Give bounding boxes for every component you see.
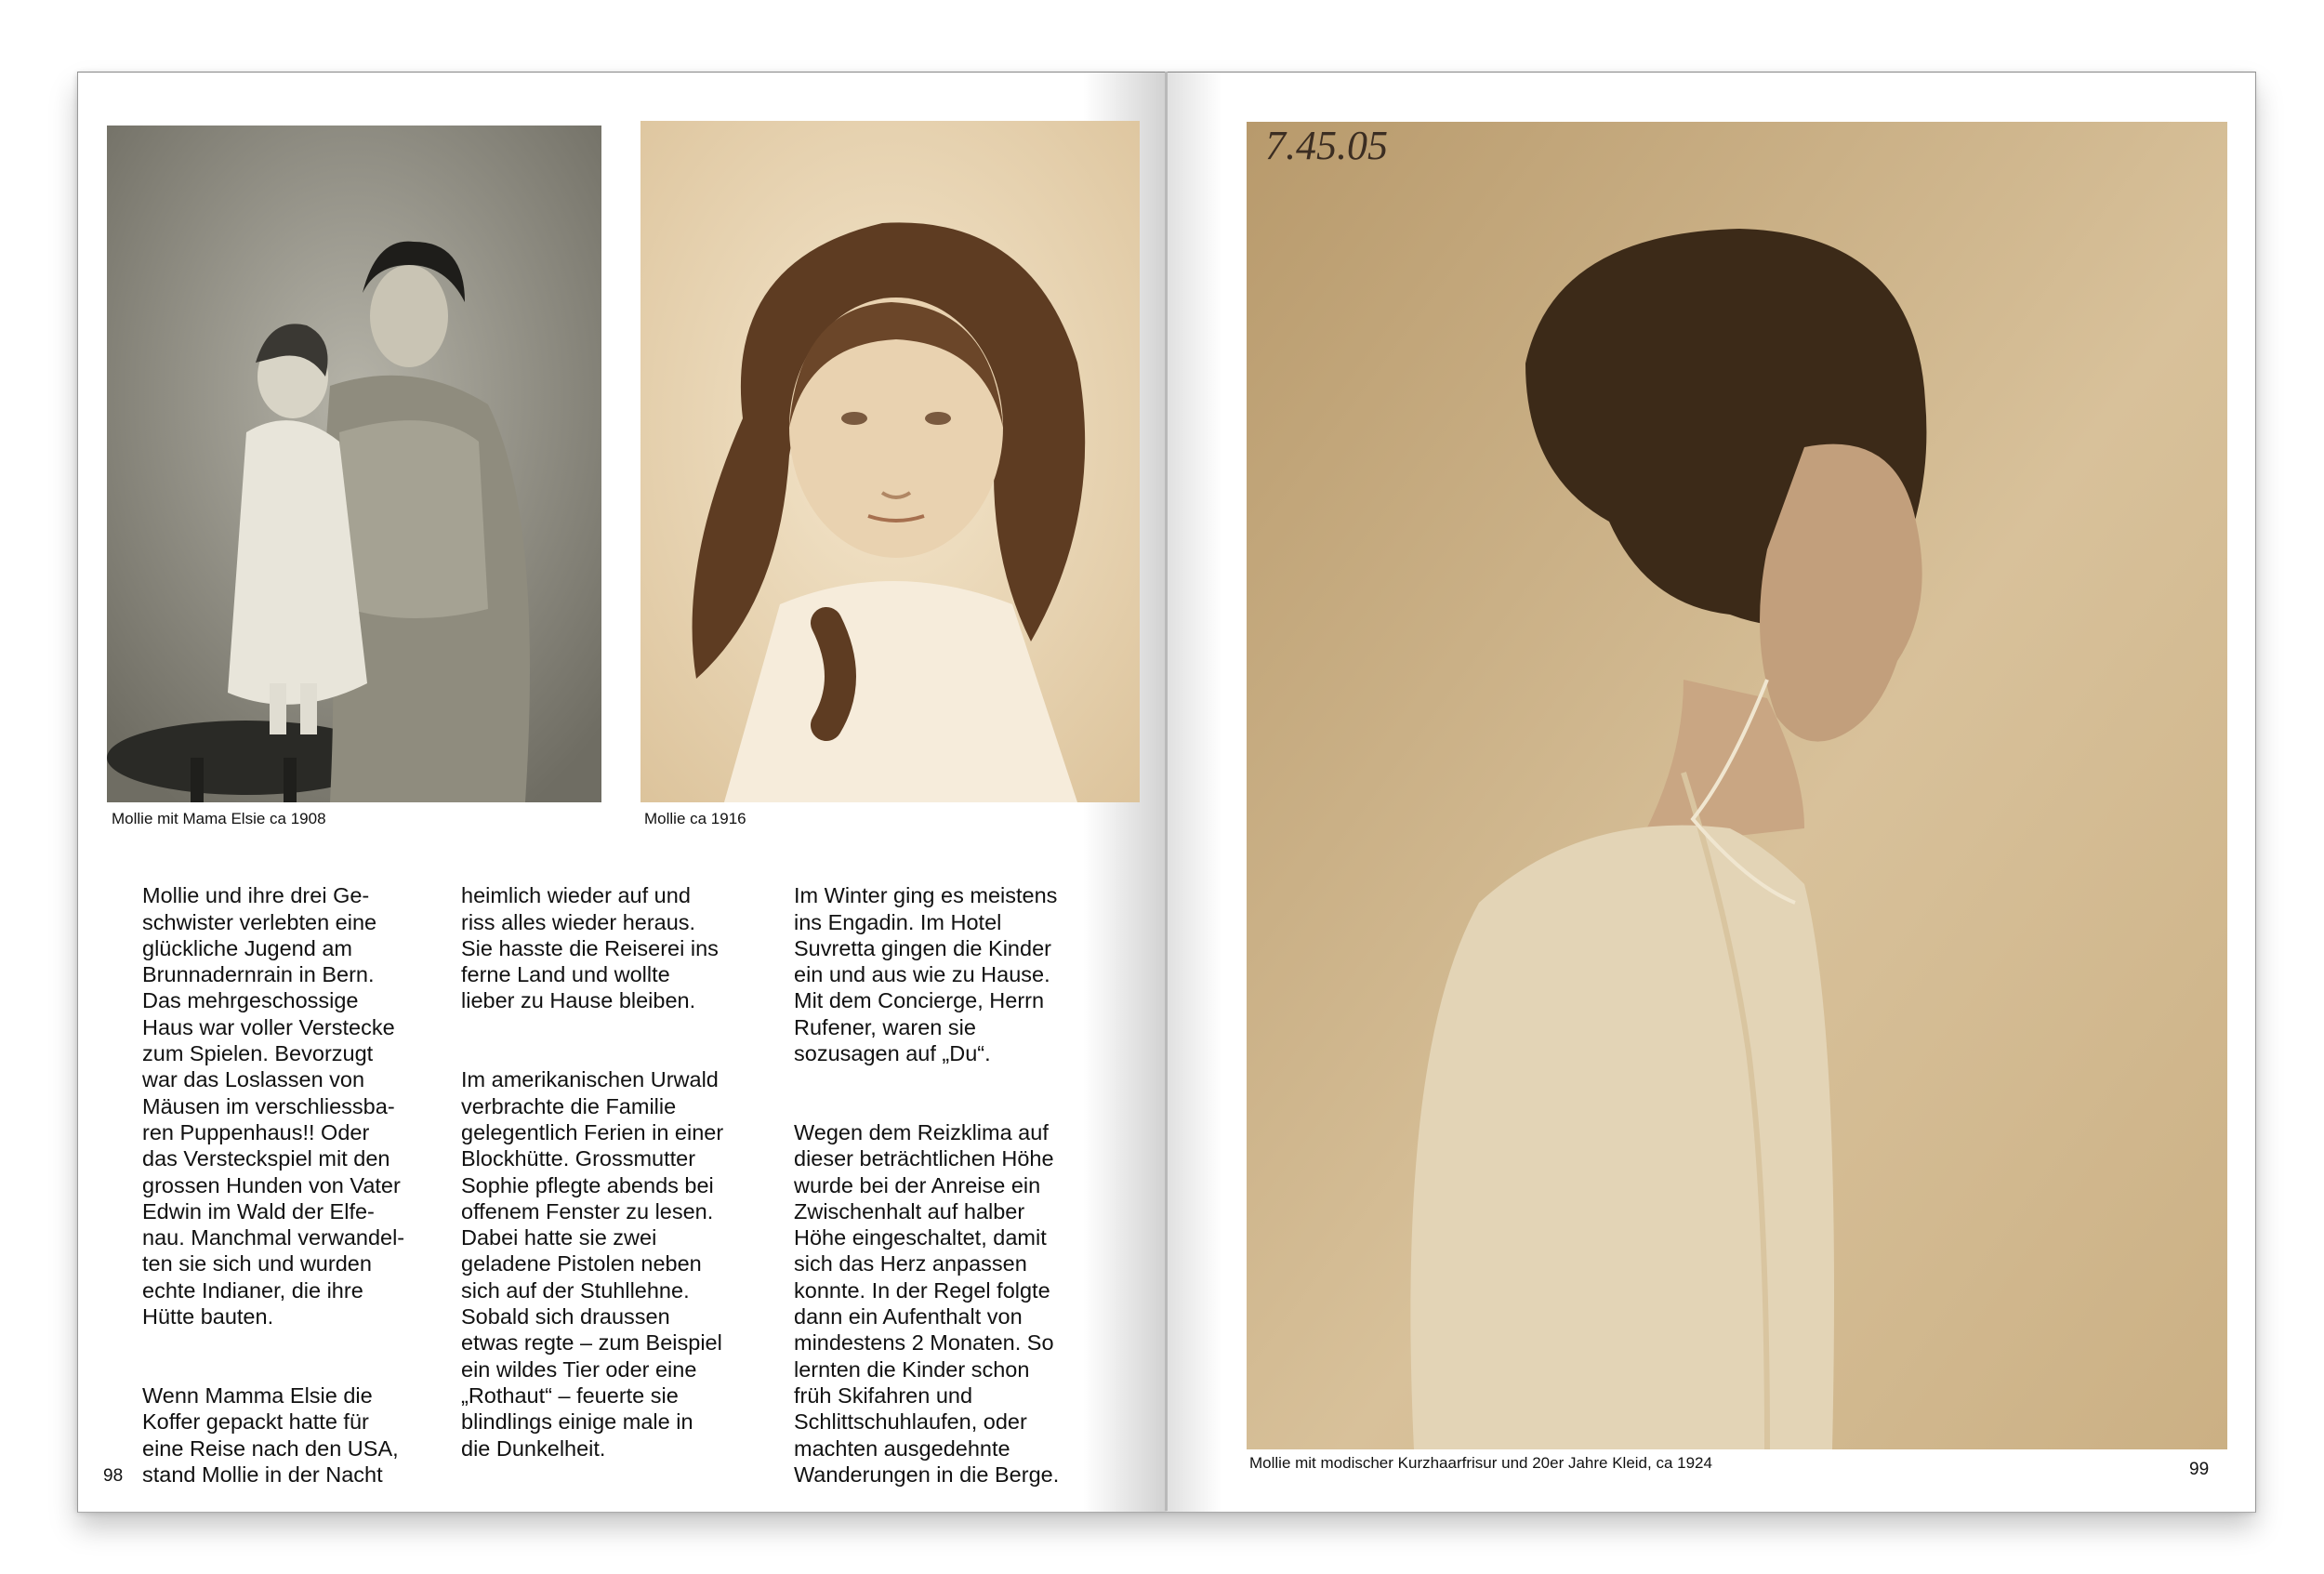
paragraph: Mollie und ihre drei Ge- schwister verlebten eine glückliche Jugend am Brunnadernrain in Bern. Das mehrgeschossige Haus war voller Verstecke zum Spielen. Bevorzugt war das Loslassen von Mäusen im verschliessba- ren Puppenhaus!! Oder das Versteckspiel mit den grossen Hunden von Vater Edwin im Wald der Elfe- nau. Manchmal verwandel- ten sie sich und wurden echte Indianer, die ihre Hütte bauten. bbox=[142, 883, 405, 1329]
photo-caption: Mollie ca 1916 bbox=[644, 810, 746, 827]
gutter-shadow bbox=[1167, 73, 1222, 1512]
paragraph: Im amerikanischen Urwald verbrachte die Familie gelegentlich Ferien in einer Blockhütte. Grossmutter Sophie pflegte abends bei offenem Fenster zu lesen. Dabei hatte sie zwei geladene Pistolen neben sich auf der Stuhllehne. Sobald sich draussen etwas regte – zum Beispiel ein wildes Tier oder eine „Rothaut“ – feuerte sie blindlings einige male in die Dunkelheit. bbox=[461, 1067, 724, 1461]
paragraph: heimlich wieder auf und riss alles wieder heraus. Sie hasste die Reiserei ins ferne Land und wollte lieber zu Hause bleiben. bbox=[461, 883, 719, 1013]
photo-mollie-with-mama bbox=[107, 126, 601, 802]
book-fold bbox=[1165, 72, 1168, 1511]
text-column-2 bbox=[461, 856, 777, 1514]
text-column-1 bbox=[142, 856, 449, 1541]
photo-caption: Mollie mit modischer Kurzhaarfrisur und 20er Jahre Kleid, ca 1924 bbox=[1249, 1454, 1712, 1472]
paragraph: Wenn Mamma Elsie die Koffer gepackt hatte für eine Reise nach den USA, stand Mollie in der Nacht bbox=[142, 1382, 399, 1487]
paragraph: Im Winter ging es meistens ins Engadin. Im Hotel Suvretta gingen die Kinder ein und aus wie zu Hause. Mit dem Concierge, Herrn Rufener, waren sie sozusagen auf „Du“. bbox=[794, 883, 1058, 1066]
page-number-right: 99 bbox=[2189, 1460, 2210, 1479]
photo-mollie-1924 bbox=[1247, 122, 2227, 1449]
paragraph: Wegen dem Reizklima auf dieser beträchtlichen Höhe wurde bei der Anreise ein Zwischenhalt auf halber Höhe eingeschaltet, damit sich das Herz anpassen konnte. In der Regel folgte dann ein Aufenthalt von mindestens 2 Monaten. So lernten die Kinder schon früh Skifahren und Schlittschuhlaufen, oder machten ausgedehnte Wanderungen in die Berge. bbox=[794, 1119, 1060, 1487]
page-number-left: 98 bbox=[103, 1466, 124, 1486]
handwritten-date: 7.45.05 bbox=[1265, 123, 1388, 168]
photo-mollie-1916 bbox=[640, 121, 1140, 802]
photo-caption: Mollie mit Mama Elsie ca 1908 bbox=[112, 810, 326, 827]
text-column-3 bbox=[794, 856, 1110, 1541]
